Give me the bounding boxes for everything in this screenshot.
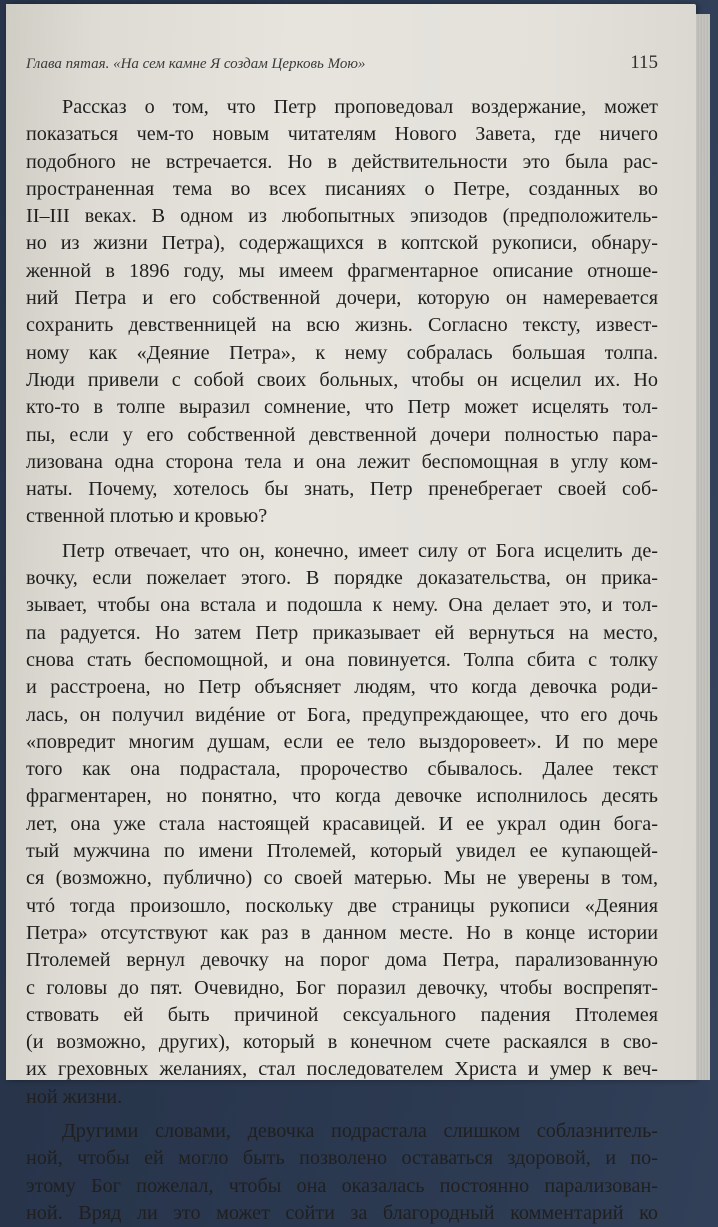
text-line: ной. Вряд ли это может сойти за благородный комментарий ко	[26, 1201, 658, 1224]
page-number: 115	[630, 52, 658, 73]
page-header	[26, 50, 666, 84]
text-line: лет, она уже стала настоящей красавицей. И ее украл один бога-	[26, 812, 658, 835]
text-line: пы, если у его собственной девственной дочери полностью пара-	[26, 423, 658, 446]
text-line: с головы до пят. Очевидно, Бог поразил девочку, чтобы воспрепят-	[26, 976, 658, 999]
text-line: но из жизни Петра), содержащихся в коптской рукописи, обнару-	[26, 232, 658, 255]
text-line: Птолемей вернул девочку на порог дома Петра, парализованную	[26, 949, 658, 972]
running-head: Глава пятая. «На сем камне Я создам Церковь Мою»	[26, 56, 366, 72]
text-line: этому Бог пожелал, чтобы она оказалась постоянно парализован-	[26, 1174, 658, 1197]
text-line: тый мужчина по имени Птолемей, который увидел ее купающей-	[26, 840, 658, 863]
text-line: женной в 1896 году, мы имеем фрагментарное описание отноше-	[26, 259, 658, 282]
text-line: подобного не встречается. Но в действительности это была рас-	[26, 150, 658, 173]
text-line: снова стать беспомощной, и она повинуется. Толпа сбита с толку	[26, 648, 658, 671]
text-line: Петра» отсутствуют как раз в данном месте. Но в конце истории	[26, 921, 658, 944]
text-line: «повредит многим душам, если ее тело выздоровеет». И по мере	[26, 730, 658, 753]
text-line: сохранить девственницей на всю жизнь. Согласно тексту, извест-	[26, 314, 658, 337]
paragraph-2	[26, 538, 658, 1111]
text-line: зывает, чтобы она встала и подошла к нему. Она делает это, и тол-	[26, 594, 658, 617]
text-line: ственной плотью и кровью?	[26, 505, 268, 528]
text-line: па радуется. Но затем Петр приказывает ей вернуться на место,	[26, 621, 658, 644]
text-line: II–III веках. В одном из любопытных эпизодов (предположитель-	[26, 205, 658, 228]
text-line: Люди привели с собой своих больных, чтобы он исцелил их. Но	[26, 368, 658, 391]
text-line: того как она подрастала, пророчество сбывалось. Далее текст	[26, 758, 658, 781]
paragraph-1	[26, 94, 658, 531]
text-line: (и возможно, других), который в конечном счете раскаялся в сво-	[26, 1031, 658, 1054]
text-line: фрагментарен, но понятно, что когда девочке исполнилось десять	[26, 785, 658, 808]
text-line: Рассказ о том, что Петр проповедовал воздержание, может	[62, 96, 658, 118]
text-line: Петр отвечает, что он, конечно, имеет силу от Бога исцелить де-	[62, 539, 658, 562]
text-line: ной жизни.	[26, 1085, 123, 1108]
text-line: ной, чтобы ей могло быть позволено оставаться здоровой, и по-	[26, 1147, 658, 1170]
text-line: Другими словами, девочка подрастала слишком соблазнитель-	[62, 1119, 658, 1142]
text-line: ному как «Деяние Петра», к нему собралась большая толпа.	[26, 341, 658, 364]
page-stack-edge	[696, 14, 710, 1080]
text-line: ствовать ей быть причиной сексуального падения Птолемея	[26, 1003, 658, 1026]
text-line: ний Петра и его собственной дочери, которую он намеревается	[26, 287, 658, 310]
text-line: вочку, если пожелает этого. В порядке доказательства, он прика-	[26, 567, 658, 590]
paragraph-3	[26, 1118, 658, 1227]
text-line: пространенная тема во всех писаниях о Петре, созданных во	[26, 177, 658, 200]
text-line: лизована одна сторона тела и она лежит беспомощная в углу ком-	[26, 450, 658, 473]
text-line: кто-то в толпе выразил сомнение, что Петр может исцелять тол-	[26, 396, 658, 419]
text-line: ся (возможно, публично) со своей матерью. Мы не уверены в том,	[26, 867, 658, 890]
text-line: чтó тогда произошло, поскольку две страницы рукописи «Деяния	[26, 894, 658, 917]
text-line: показаться чем-то новым читателям Нового Завета, где ничего	[26, 123, 658, 146]
text-line: их греховных желаниях, стал последователем Христа и умер к веч-	[26, 1058, 658, 1081]
text-line: лась, он получил видéние от Бога, предупреждающее, что его дочь	[26, 703, 658, 726]
body-text	[26, 94, 658, 1227]
text-line: наты. Почему, хотелось бы знать, Петр пренебрегает своей соб-	[26, 478, 658, 501]
text-line: и расстроена, но Петр объясняет людям, что когда девочка роди-	[26, 676, 658, 699]
